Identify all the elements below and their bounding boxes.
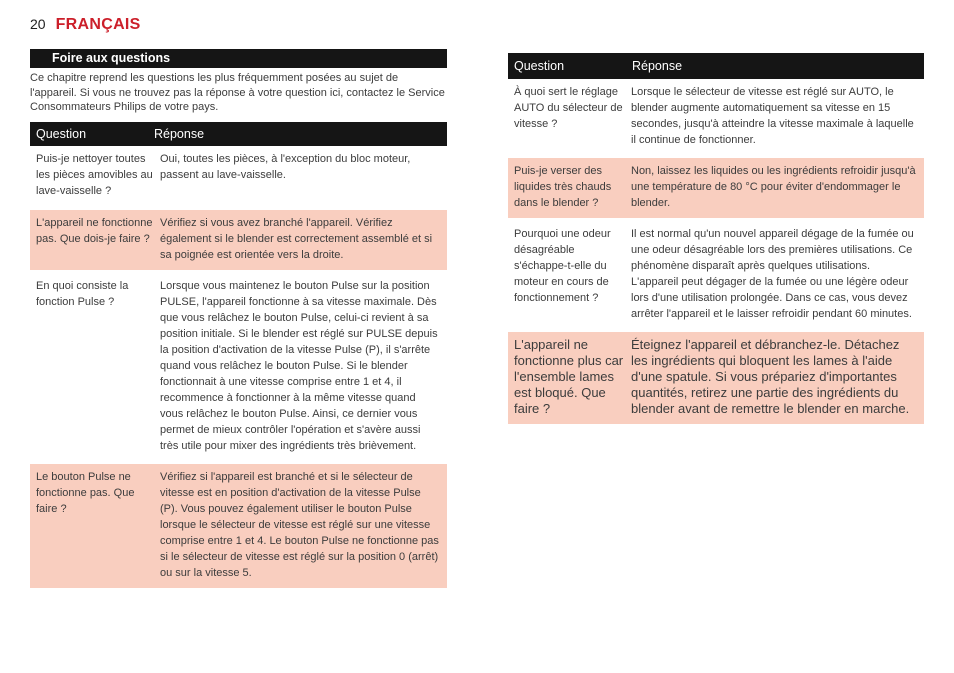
- answer-cell: Oui, toutes les pièces, à l'exception du bloc moteur, passent au lave-vaisselle.: [160, 152, 411, 181]
- table-row: [508, 332, 924, 424]
- question-cell: À quoi sert le réglage AUTO du sélecteur de vitesse ?: [514, 86, 623, 130]
- table-header: [508, 53, 924, 79]
- table-row: [508, 79, 924, 158]
- right-column: [508, 53, 924, 424]
- table-row: [508, 221, 924, 332]
- intro-paragraph: Ce chapitre reprend les questions les plus fréquemment posées au sujet de l'appareil. Si vous ne trouvez pas la réponse à votre question ici, contactez le Service Consommateurs Philips de votre pays.: [30, 72, 445, 114]
- faq-table-left: [30, 122, 447, 588]
- answer-cell: Éteignez l'appareil et débranchez-le. Détachez les ingrédients qui bloquent les lames à l'aide d'une spatule. Si vous prépariez d'importantes quantités, retirez une partie des ingrédients du blender avant de remettre le blender en marche.: [631, 337, 910, 416]
- question-cell: Puis-je nettoyer toutes les pièces amovibles au lave-vaisselle ?: [36, 152, 153, 197]
- page-number: 20: [30, 16, 46, 32]
- question-cell: Puis-je verser des liquides très chauds dans le blender ?: [514, 165, 612, 209]
- question-cell: L'appareil ne fonctionne plus car l'ensemble lames est bloqué. Que faire ?: [514, 337, 624, 416]
- faq-table-right: [508, 53, 924, 424]
- question-column-header: Question: [514, 59, 565, 73]
- answer-cell: Vérifiez si l'appareil est branché et si le sélecteur de vitesse est en position d'activation de la vitesse Pulse (P). Vous pouvez également utiliser le bouton Pulse lorsque le sélecteur de vitesse est réglé sur une vitesse comprise entre 1 et 4. Le bouton Pulse ne fonctionne pas si le sélecteur de vitesse est réglé sur la position 0 (arrêt) ou sur la vitesse 5.: [160, 470, 439, 579]
- table-row: [30, 146, 447, 210]
- question-cell: L'appareil ne fonctionne pas. Que dois-je faire ?: [36, 216, 153, 245]
- left-column: [30, 49, 447, 588]
- answer-cell: Non, laissez les liquides ou les ingrédients refroidir jusqu'à une température de 80 °C pour éviter d'endommager le blender.: [631, 165, 916, 209]
- answer-cell: Lorsque le sélecteur de vitesse est réglé sur AUTO, le blender augmente automatiquement sa vitesse en 15 secondes, jusqu'à atteindre la vitesse maximale à laquelle il continue de fonctionner.: [631, 86, 914, 146]
- table-row: [30, 210, 447, 273]
- table-row: [30, 464, 447, 588]
- table-row: [508, 158, 924, 221]
- question-cell: Pourquoi une odeur désagréable s'échappe-t-elle du moteur en cours de fonctionnement ?: [514, 228, 611, 304]
- section-title: Foire aux questions: [30, 49, 447, 68]
- question-column-header: Question: [36, 126, 87, 141]
- question-cell: En quoi consiste la fonction Pulse ?: [36, 279, 129, 308]
- answer-column-header: Réponse: [154, 126, 205, 141]
- answer-cell: Il est normal qu'un nouvel appareil dégage de la fumée ou une odeur désagréable lors des premières utilisations. Ce phénomène disparaît après quelques utilisations. L'appareil peut dégager de la fumée ou une légère odeur lors d'une utilisation prolongée. Dans ce cas, vous devez arrêter l'appareil et le laisser refroidir pendant 60 minutes.: [631, 228, 914, 320]
- answer-column-header: Réponse: [632, 59, 683, 73]
- table-row: [30, 273, 447, 464]
- page-header: [30, 16, 141, 38]
- answer-cell: Vérifiez si vous avez branché l'appareil. Vérifiez également si le blender est correctement assemblé et si sa poignée est orientée vers la droite.: [160, 216, 433, 261]
- table-header: [30, 122, 447, 146]
- answer-cell: Lorsque vous maintenez le bouton Pulse sur la position PULSE, l'appareil fonctionne à sa vitesse maximale. Dès que vous relâchez le bouton Pulse, celui-ci revient à sa position initiale. Si le blender est réglé sur PULSE depuis la position d'activation de la vitesse Pulse (P), il s'arrête quand vous relâchez le bouton Pulse. Si le blender fonctionnait à une vitesse comprise entre 1 et 4, il recommence à fonctionner à la même vitesse quand vous relâchez le bouton Pulse. Ainsi, ce dernier vous permet de mieux contrôler l'opération et s'avère aussi très utile pour mixer des ingrédients très brièvement.: [160, 279, 438, 452]
- question-cell: Le bouton Pulse ne fonctionne pas. Que faire ?: [36, 470, 135, 515]
- language-heading: FRANÇAIS: [55, 16, 141, 33]
